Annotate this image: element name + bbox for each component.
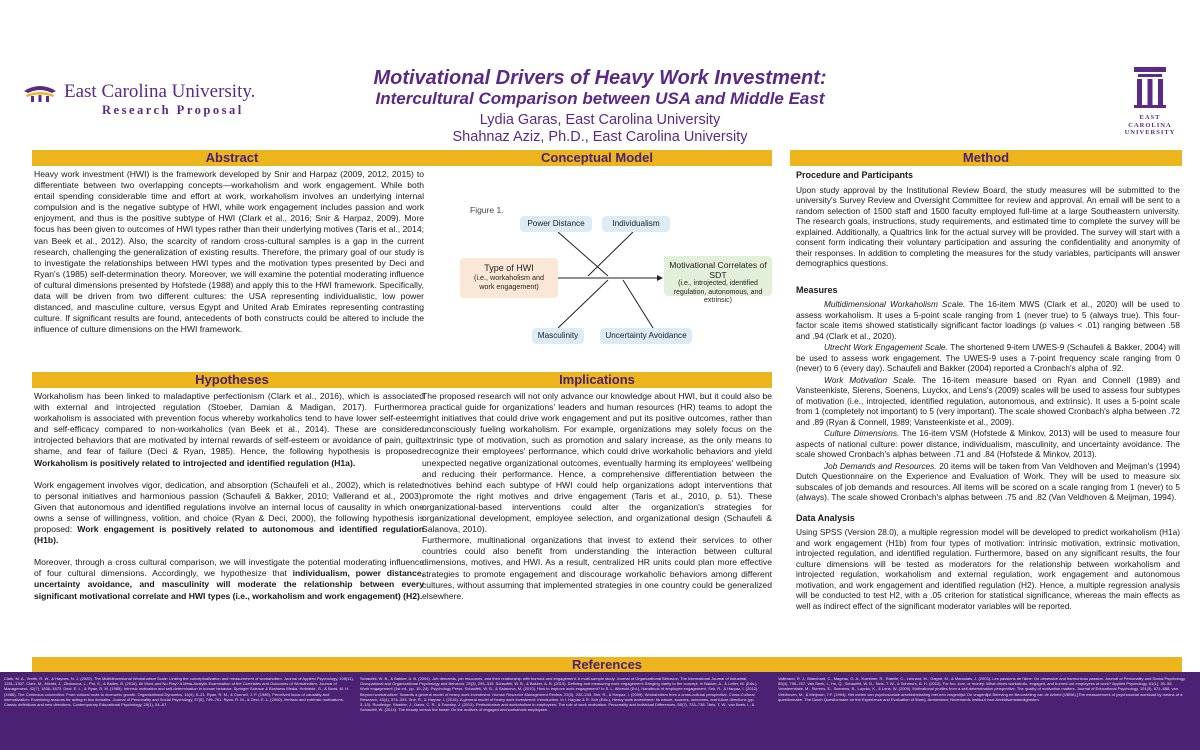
hypotheses-body <box>34 391 424 656</box>
line-individualism <box>588 232 633 276</box>
cupola-icon <box>1132 65 1168 109</box>
data-analysis-text: Using SPSS (Version 28.0), a multiple regression model will be developed to predict workaholism (H1a) and work engagement (H1b) from four types of motivation: intrinsic motivation, extrinsic motivation, introjected regulation, and identified regulation. Furthermore, based on any significant results, the four culture dimensions will be tested as moderators for the relationship between workaholism and introjected regulation, workaholism and external regulation, work engagement and autonomous motivation, and work engagement and identified regulation (H2). Hence, a multiple regression analysis will be conducted to test H2, with a .05 criterion for statistical significance, whereas the main effects as well as indirect effect of the significant moderator variables will be reported. <box>796 527 1180 611</box>
hypothesis-paragraph-3 <box>34 557 424 601</box>
hwi-type-box <box>460 258 558 298</box>
sdt-correlates-box <box>664 256 772 305</box>
implications-paragraph-1: The proposed research will not only advance our knowledge about HWI, but it could also be a practical guide for organizations' leaders and human resources (HR) teams to adopt the right initiatives that could drive work engagement and put its positive outcomes, rather than unconsciously fueling workaholism. For example, organizations may solely focus on the extrinsic type of motivation, such as promotion and salary increase, as the only means to recognize their employees' performance, which could drive workaholic behaviors and yield unexpected negative organizational outcomes, eventually harming its employees' wellbeing and reducing their performance. Hence, a comprehensive differentiation between the motives behind each subtype of HWI could help organizations adopt interventions that promote the right motives and drive engagement (Taris et al., 2010, p. 51). These organizational-based interventions could alter the organization's strategies for organizational development, employee selection, and organizational design (Schaufeli & Salanova, 2010). <box>422 391 772 535</box>
ecu-pirate-logo-icon <box>22 81 58 103</box>
power-distance-box: Power Distance <box>520 216 592 232</box>
measure-jdr-text: 20 items will be taken from Van Veldhoven and Meijman's (1994) Dutch Questionnaire on the Experience and Evaluation of Work. They will be used to measure six subscales of job demands and resources. All items will be scored on a scale ranging from 1 (never) to 5 (always). The scale showed Cronbach's alphas between .75 and .82 (Van Veldhoven & Meijman, 1994). <box>796 460 1180 502</box>
hypothesis-h1b: Work engagement is positively related to autonomous and identified regulation (H1b). <box>34 524 424 546</box>
procedure-text: Upon study approval by the Institutional Review Board, the study measures will be submitted to the university's Survey Review and Oversight Committee for review and approval. An email will be sent to a random selection of 1500 staff and 1500 faculty employed full-time at a large Southeastern university. The research goals, instructions, study requirements, and estimated time to complete the survey will be explained. Additionally, a Qualtrics link for the actual survey will be provided. The survey will start with a consent form indicating their voluntary participation and assuring the confidentiality and anonymity of their responses. In addition to completing the measures for the study variables, participants will answer demographics questions. <box>796 184 1180 268</box>
references-column-3: Vallerand, R. J., Blanchard, C., Mageau, G. A., Koestner, R., Ratelle, C., Léonard, M., Gagné, M., & Marsolais, J. (2003). Les passions de l'âme: On obsessive and harmonious passion. Journal of Personality and Social Psychology, 85(4), 756–767. Van Beek, I., Hu, Q., Schaufeli, W. B., Taris, T. W., & Schreurs, B. H. (2012). For fun, love, or money: What drives workaholic, engaged, and burned-out employees at work? Applied Psychology, 61(1), 30–55. Vansteenkiste, M., Sierens, E., Soenens, B., Luyckx, K., & Lens, W. (2009). Motivational profiles from a self-determination perspective: The quality of motivation matters. Journal of Educational Psychology, 101(3), 671–688. van Veldhoven, M., & Meijman, T.F. (1994). Het meten van psychosociale arbeidsbelasting met een vragenlijst: De vragenlijst Beleving en Beoordeling van de Arbeid (VBBA) [The measurement of psychosocial workload by means of a questionnaire. The Dutch Questionnaire on the Experience and Evaluation of Work]. Amsterdam: Nederlands Instituut voor Arbeidsomstandigheden. <box>778 676 1186 702</box>
implications-heading: Implications <box>422 372 772 388</box>
measure-jdr <box>796 461 1180 503</box>
measure-culture-name: Culture Dimensions. <box>824 428 900 438</box>
hwi-type-title: Type of HWI <box>484 263 534 273</box>
line-masculinity <box>558 280 608 328</box>
hypotheses-heading: Hypotheses <box>32 372 432 388</box>
masculinity-box: Masculinity <box>532 328 584 344</box>
figure-label: Figure 1. <box>470 205 504 215</box>
research-proposal-label: Research Proposal <box>102 103 244 117</box>
poster-title-line2: Intercultural Comparison between USA and Middle East <box>375 89 825 108</box>
references-column-2: Schaufeli, W. B., & Bakker, A. B. (2004). Job demands, job resources, and their relationship with burnout and engagement: A multi-sample study. Journal of Organizational Behavior: The International Journal of Industrial, Occupational and Organizational Psychology and Behavior, 25(3), 293–315. Schaufeli, W. B., & Bakker, A. B. (2010). Defining and measuring work engagement: Bringing clarity to the concept. In Bakker, A., & Leiter, M. (Eds.). Work engagement (1st ed., pp. 10–24). Psychology Press. Schaufeli, W. B., & Salanova, M. (2010). How to improve work engagement? In S. L. Albrecht (Ed.), Handbook of employee engagement. Snir, R., & Harpaz, I. (2012). Beyond workaholism: Towards a general model of heavy work investment. Human Resource Management Review, 22(3), 232–243. Snir, R., & Harpaz, I. (2009). Workaholism from a cross-cultural perspective. Cross-Cultural Research, 43(4), 374–393. Snir, R., & Harpaz, I. (2015). A general model of heavy work investment: Introduction. In I. Harpaz & R. Snir (Eds.), Heavy work investment: Its nature, sources, outcomes, and future directions (pp. 3–10). Routledge. Stoeber, J., Davis, C. R., & Townley, J. (2013). Perfectionism and workaholism in employees: The role of work motivation. Personality and Individual Differences, 55(7), 733–738. Taris, T. W., van Beek, I., & Schaufeli, W. (2014). The beauty versus the beast: On the motives of engaged and workaholic employees. <box>360 676 759 713</box>
measure-wms-text: The 16-item measure based on Ryan and Connell (1989) and Vansteenkiste, Sierens, Soenens, Luyckx, and Lens's (2009) scales will be used to assess four subtypes of motivation (i.e., introjected, identified regulation, autonomous, and extrinsic). It uses a 5-point scale from 1 (completely not important) to 5 (very important). The scale showed Cronbach's alpha between .72 and .89 (Ryan & Connell, 1989; Vansteenkiste et al., 2009). <box>796 374 1180 427</box>
measure-mws-name: Multidimensional Workaholism Scale. <box>824 299 966 309</box>
measures-heading: Measures <box>796 284 838 295</box>
h1a-rationale: Workaholism has been linked to maladaptive perfectionism (Clark et al., 2016), which is associated with external and introjected regulation (Stoeber, Damian & Madigan, 2017). Furthermore, workaholism is associated with prevention focus whereby workaholics tend to have lower self-esteem and self-efficacy compared to non-workaholics (van Beek et al., 2014). These are considered introjected behaviors that are motivated by internal rewards of self-esteem or avoidance of pain, guilt, shame, and fear of failure (Deci & Ryan, 1985). Hence, the following hypothesis is proposed: <box>34 391 424 457</box>
poster-header <box>0 55 1200 145</box>
individualism-box: Individualism <box>602 216 670 232</box>
conceptual-model-figure <box>458 200 774 350</box>
logo-east: EAST <box>1139 114 1161 121</box>
hypothesis-paragraph-1 <box>34 391 424 469</box>
line-uncertainty-avoidance <box>623 280 653 328</box>
poster-title-line1: Motivational Drivers of Heavy Work Investment: <box>373 67 827 89</box>
implications-paragraph-2: Furthermore, multinational organizations that invest to extend their services to other countries could also benefit from understanding the interaction between cultural dimensions, motives, and HWI. As a result, centralized HR units could plan more effective strategies to promote engagement and discourage workaholic behaviors among different cultures, without assuming that implemented strategies in one country could be generalized elsewhere. <box>422 535 772 601</box>
logo-carolina: CAROLINA <box>1128 121 1172 129</box>
sdt-sub: (i.e., introjected, identified regulation, autonomous, and extrinsic) <box>673 280 763 305</box>
measure-uwes-name: Utrecht Work Engagement Scale. <box>824 342 948 352</box>
measure-culture-text: The 16-item VSM (Hofstede & Minkov, 2013) will be used to measure four aspects of national culture: power distance, individualism, masculinity, and uncertainty avoidance. The scale showed Cronbach's alphas between .71 and .84 (Hofstede & Minkov, 2013). <box>796 428 1180 459</box>
h1b-rationale: Work engagement involves vigor, dedication, and absorption (Schaufeli et al., 2002), which is related to personal initiatives and harmonious passion (Schaufeli & Bakker, 2010; Vallerand et al., 2003). Given that autonomous and identified regulations involve an internal locus of causality in which one owns a sense of willingness, volition, and choice (Ryan & Deci, 2000), the following hypothesis is proposed: <box>34 479 424 535</box>
measure-mws <box>796 299 1180 341</box>
measure-culture <box>796 428 1180 460</box>
h2-rationale: Moreover, through a cross cultural comparison, we will investigate the potential moderating influence of four cultural dimensions. Accordingly, we hypothesize that <box>34 557 424 579</box>
implications-body <box>422 391 772 656</box>
measure-jdr-name: Job Demands and Resources. <box>824 460 937 471</box>
uncertainty-avoidance-box: Uncertainty Avoidance <box>600 328 692 344</box>
measure-uwes <box>796 342 1180 374</box>
hwi-type-sub: (i.e., workaholism and work engagement) <box>474 273 544 291</box>
measure-wms-name: Work Motivation Scale. <box>824 374 917 385</box>
hypothesis-h2: individualism, power distance, uncertainty avoidance, and masculinity will moderate the relationship between every significant motivational correlate and HWI types (i.e., workaholism and work engagement) (H2). <box>34 568 424 601</box>
measure-mws-text: The 16-item MWS (Clark et al., 2020) will be used to assess workaholism. It uses a 5-point scale ranging from 1 (never true) to 5 (always true). This four-factor scale items showed statistically significant factor loadings (p values < .01) ranging between .58 and .94 (Clark et al., 2020). <box>796 299 1180 341</box>
references-footer <box>0 672 1200 750</box>
conceptual-model-heading: Conceptual Model <box>422 150 772 166</box>
title-block <box>300 67 900 146</box>
method-heading: Method <box>790 150 1182 166</box>
abstract-text: Heavy work investment (HWI) is the framework developed by Snir and Harpaz (2009, 2012, 2015) to differentiate between two overlapping concepts—workaholism and work engagement. While both entail spending considerable time and effort at work, workaholism involves an underlying internal compulsion and is the negative subtype of HWI, while work engagement includes passion and work enjoyment, and thus is the positive subtype of HWI (Clark et al., 2016; Snir & Harpaz, 2009). More focus has been given to outcomes of HWI types rather than their underlying motives (Taris et al., 2014; van Beek et al., 2012). Also, the scarcity of random cross-cultural samples is a gap in the current research, challenging the generalization of existing results. Therefore, the primary goal of our study is to investigate the relationships between HWI types and the motivation types presented by Deci and Ryan's (1985) self-determination theory. Moreover, we will examine the potential moderating influence of cultural dimensions presented by Hofstede (1988) and apply this to the HWI framework. Specifically, data will be driven from two different cultures: the USA representing individualistic, low power distanced, and masculine culture, versus Egypt and United Arab Emirates representing contrasting culture. If significant results are found, antecedents of both constructs could be altered to include the influence of culture dimensions on the HWI framework. <box>34 169 424 335</box>
data-analysis-heading: Data Analysis <box>796 512 855 523</box>
references-column-1: Clark, M. A., Smith, R. W., & Haynes, N. J. (2020). The Multidimensional Workaholism Scale: Linking the conceptualization and measurement of workaholism. Journal of Applied Psychology, 105(11), 1281–1307. Clark, M., Michel, J., Zhdanova, L., Pui, S., & Baltes, B. (2016). All Work and No Play? A Meta-Analytic Examination of the Correlates and Outcomes of Workaholism. Journal of Management, 42(7), 1836–1873. Deci, E. L., & Ryan, R. M. (1985). Intrinsic motivation and self-determination in human behavior. Springer Science & Business Media. Hofstede, G., & Bond, M. H. (1988). The Confucius connection: From cultural roots to economic growth. Organizational Dynamics, 16(4), 5–21. Ryan, R. M., & Connell, J. P. (1989). Perceived locus of causality and internalization: Examining reasons for acting in two domains. Journal of Personality and Social Psychology, 57(5), 749–761. Ryan, R. M., & Deci, E. L. (2000). Intrinsic and extrinsic motivations: Classic definitions and new directions. Contemporary Educational Psychology, 25(1), 54–67. <box>4 676 354 708</box>
measure-uwes-text: The shortened 9-item UWES-9 (Schaufeli & Bakker, 2004) will be used to assess work engagement. The UWES-9 uses a 7-point frequency scale ranging from 0 (never) to 6 (every day). Schaufeli and Bakker (2004) reported a Cronbach's alpha of .92. <box>796 342 1180 373</box>
line-power-distance <box>558 232 608 276</box>
abstract-heading: Abstract <box>32 150 432 166</box>
hypothesis-paragraph-2 <box>34 480 424 547</box>
abstract-body <box>34 169 424 371</box>
logo-university: UNIVERSITY <box>1124 129 1176 136</box>
hypothesis-h1a: Workaholism is positively related to introjected and identified regulation (H1a). <box>34 457 356 468</box>
sdt-title: Motivational Correlates of SDT <box>669 260 767 280</box>
author-1: Lydia Garas, East Carolina University <box>479 112 721 128</box>
author-2: Shahnaz Aziz, Ph.D., East Carolina University <box>452 129 748 145</box>
method-body <box>796 170 1180 654</box>
procedure-heading: Procedure and Participants <box>796 170 914 180</box>
measure-wms <box>796 375 1180 428</box>
ecu-cupola-logo <box>1122 65 1178 145</box>
university-name: East Carolina University. <box>64 81 256 102</box>
ecu-logo <box>22 81 262 121</box>
references-heading: References <box>32 657 1182 673</box>
